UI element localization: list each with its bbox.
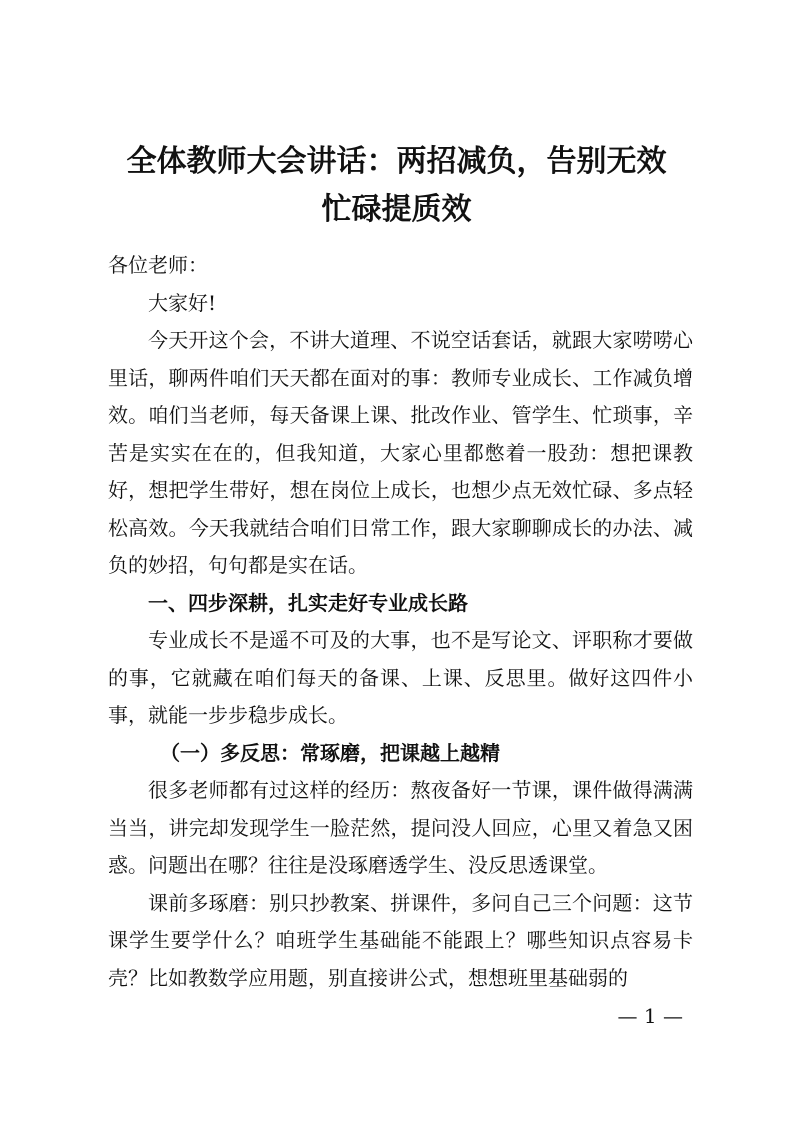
title-line-1: 全体教师大会讲话：两招减负，告别无效 <box>126 144 667 179</box>
growth-paragraph: 专业成长不是遥不可及的大事，也不是写论文、评职称才要做的事，它就藏在咱们每天的备课、上课、反思里。做好这四件小事，就能一步步稳步成长。 <box>108 628 693 727</box>
page-number: — 1 — <box>617 1004 683 1028</box>
intro-paragraph: 今天开这个会，不讲大道理、不说空话套话，就跟大家唠唠心里话，聊两件咱们天天都在面对的事：教师专业成长、工作减负增效。咱们当老师，每天备课上课、批改作业、管学生、忙琐事，辛苦是实实在在的，但我知道，大家心里都憋着一股劲：想把课教好，想把学生带好，想在岗位上成长，也想少点无效忙碌、多点轻松高效。今天我就结合咱们日常工作，跟大家聊聊成长的办法、减负的妙招，句句都是实在话。 <box>108 328 693 577</box>
greeting: 大家好! <box>148 290 217 315</box>
subsection-heading-1: （一）多反思：常琢磨，把课越上越精 <box>160 740 500 765</box>
before-class-paragraph: 课前多琢磨：别只抄教案、拼课件，多问自己三个问题：这节课学生要学什么？咱班学生基础能不能跟上？哪些知识点容易卡壳？比如教数学应用题，别直接讲公式，想想班里基础弱的 <box>108 890 693 990</box>
document-body <box>108 247 693 997</box>
salutation: 各位老师： <box>108 253 208 277</box>
section-heading-1: 一、四步深耕，扎实走好专业成长路 <box>148 590 468 615</box>
experience-paragraph: 很多老师都有过这样的经历：熬夜备好一节课，课件做得满满当当，讲完却发现学生一脸茫然，提问没人回应，心里又着急又困惑。问题出在哪？往往是没琢磨透学生、没反思透课堂。 <box>108 778 693 877</box>
document-title <box>100 138 693 234</box>
title-line-2: 忙碌提质效 <box>321 192 472 227</box>
